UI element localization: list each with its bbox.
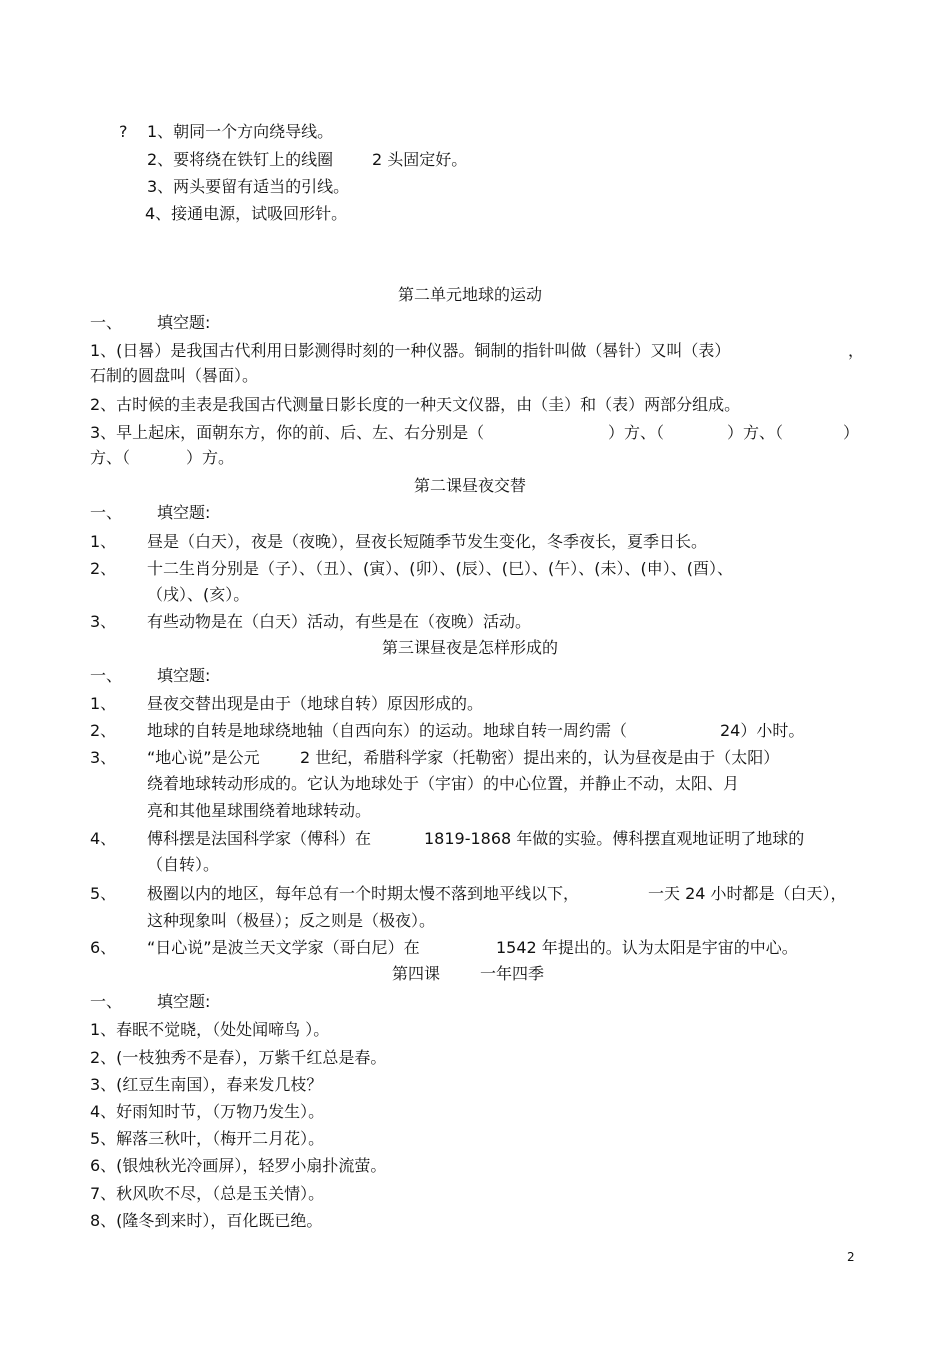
question-text: 昼夜交替出现是由于（地球自转）原因形成的。	[147, 694, 484, 713]
question-number: 6、	[90, 938, 117, 957]
list-item-text: 4、接通电源，试吸回形针。	[145, 204, 348, 223]
poem-line-text: 5、解落三秋叶，（梅开二月花）。	[90, 1129, 325, 1148]
question-text: 24）小时。	[720, 721, 805, 740]
section-number: 一、	[90, 313, 123, 332]
section-number: 一、	[90, 666, 123, 685]
lesson-title-text: 第三课昼夜是怎样形成的	[381, 638, 558, 657]
question-number: 2、	[90, 721, 117, 740]
page-number: 2	[847, 1250, 855, 1264]
question-text: 亮和其他星球围绕着地球转动。	[147, 801, 372, 820]
section-label: 填空题:	[157, 666, 211, 685]
section-number: 一、	[90, 503, 123, 522]
section-label: 填空题:	[157, 992, 211, 1011]
list-item-text: 2、要将绕在铁钉上的线圈	[147, 150, 334, 169]
question-text: ）	[843, 423, 860, 442]
poem-line-text: 1、春眠不觉晓，（处处闻啼鸟 ）。	[90, 1020, 330, 1039]
question-text: “地心说”是公元	[147, 748, 260, 767]
list-item-text: 1、朝同一个方向绕导线。	[147, 122, 334, 141]
question-text: 傅科摆是法国科学家（傅科）在	[147, 829, 372, 848]
question-number: 3、	[90, 748, 117, 767]
lesson-title-text: 第二课昼夜交替	[413, 476, 526, 495]
question-text: 地球的自转是地球绕地轴（自西向东）的运动。地球自转一周约需（	[147, 721, 628, 740]
question-text: 有些动物是在（白天）活动，有些是在（夜晚）活动。	[147, 612, 532, 631]
question-text: （戌）、(亥）。	[147, 585, 250, 604]
section-label: 填空题:	[157, 503, 211, 522]
question-text: 方、（	[90, 448, 131, 467]
bullet-marker: ?	[119, 122, 128, 141]
poem-line-text: 8、(隆冬到来时），百化既已绝。	[90, 1211, 323, 1230]
question-text: 1819-1868 年做的实验。傅科摆直观地证明了地球的	[424, 829, 805, 848]
poem-line-text: 3、(红豆生南国），春来发几枝？	[90, 1075, 323, 1094]
question-text: 2 世纪，希腊科学家（托勒密）提出来的，认为昼夜是由于（太阳）	[300, 748, 780, 767]
question-text: 极圈以内的地区，每年总有一个时期太慢不落到地平线以下，	[147, 884, 580, 903]
question-text: ）方。	[186, 448, 235, 467]
poem-line-text: 4、好雨知时节，（万物乃发生）。	[90, 1102, 325, 1121]
question-text: 十二生肖分别是（子）、（丑）、(寅）、(卯）、(辰）、(巳）、(午）、(未）、(申）、(酉）、	[147, 559, 733, 578]
question-text: ，	[848, 341, 865, 360]
question-text: ）方、（	[608, 423, 665, 442]
unit-title-text: 第二单元地球的运动	[397, 285, 542, 304]
question-number: 2、	[90, 559, 117, 578]
question-number: 5、	[90, 884, 117, 903]
section-label: 填空题:	[157, 313, 211, 332]
list-item-text: 3、两头要留有适当的引线。	[147, 177, 350, 196]
question-number: 4、	[90, 829, 117, 848]
list-item-text: 2 头固定好。	[372, 150, 468, 169]
question-text: （自转）。	[147, 855, 220, 874]
lesson-title-text: 第四课	[392, 964, 441, 983]
question-text: 1542 年提出的。认为太阳是宇宙的中心。	[496, 938, 798, 957]
question-text: 绕着地球转动形成的。它认为地球处于（宇宙）的中心位置，并静止不动，太阳、月	[147, 774, 740, 793]
poem-line-text: 7、秋风吹不尽，（总是玉关情）。	[90, 1184, 325, 1203]
lesson-title-text: 一年四季	[480, 964, 545, 983]
question-text: 2、古时候的圭表是我国古代测量日影长度的一种天文仪器，由（圭）和（表）两部分组成。	[90, 395, 741, 414]
question-text: 一天 24 小时都是（白天），	[648, 884, 847, 903]
section-number: 一、	[90, 992, 123, 1011]
question-text: 石制的圆盘叫（晷面）。	[90, 366, 259, 385]
question-text: 这种现象叫（极昼）；反之则是（极夜）。	[147, 911, 436, 930]
question-text: ）方、（	[727, 423, 784, 442]
question-number: 1、	[90, 694, 117, 713]
poem-line-text: 2、(一枝独秀不是春），万紫千红总是春。	[90, 1048, 387, 1067]
poem-line-text: 6、(银烛秋光冷画屏），轻罗小扇扑流萤。	[90, 1156, 387, 1175]
question-number: 3、	[90, 612, 117, 631]
question-text: 昼是（白天），夜是（夜晚），昼夜长短随季节发生变化，冬季夜长，夏季日长。	[147, 532, 708, 551]
question-text: “日心说”是波兰天文学家（哥白尼）在	[147, 938, 420, 957]
question-number: 1、	[90, 532, 117, 551]
question-text: 3、早上起床，面朝东方，你的前、后、左、右分别是（	[90, 423, 485, 442]
question-text: 1、(日晷）是我国古代利用日影测得时刻的一种仪器。铜制的指针叫做（晷针）又叫（表）	[90, 341, 731, 360]
